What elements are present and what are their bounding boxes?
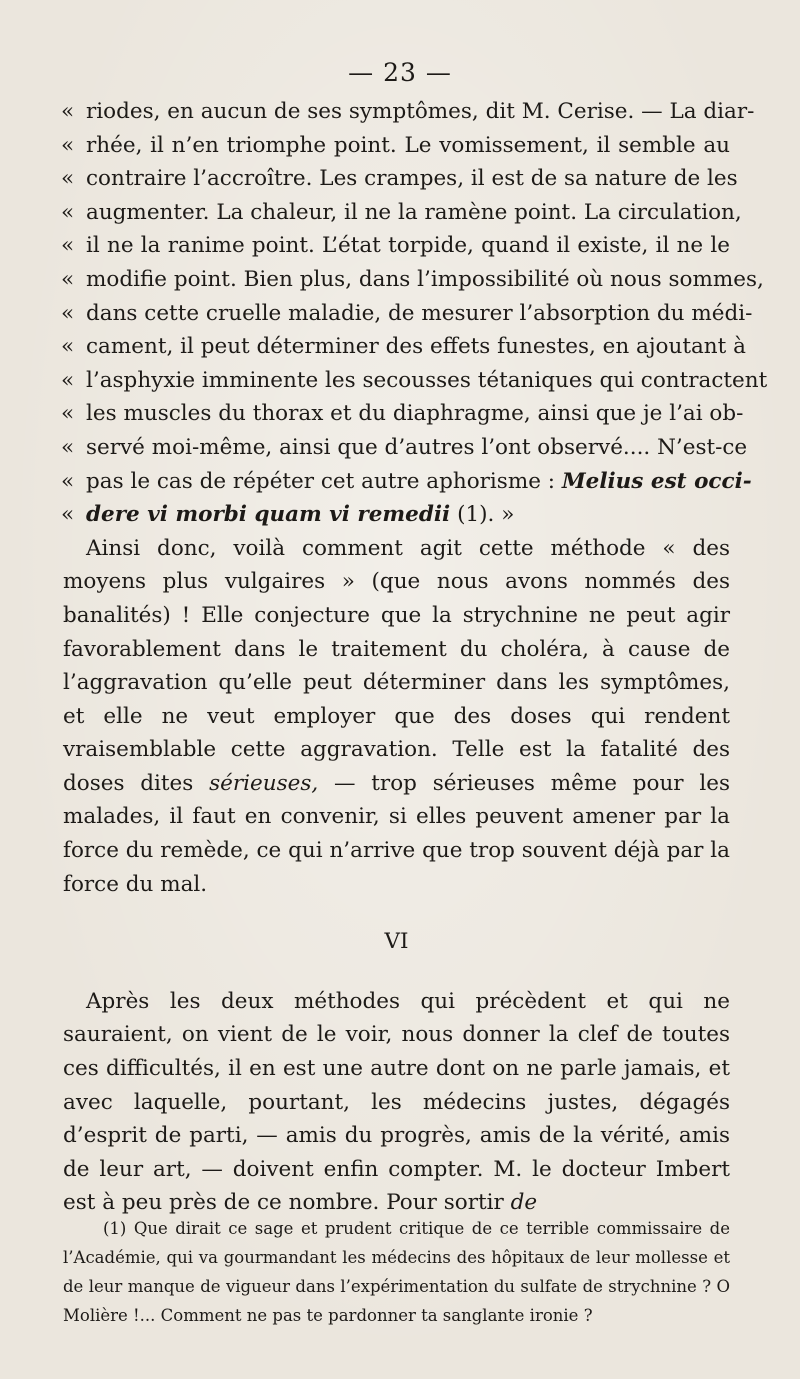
quote-line: « augmenter. La chaleur, il ne la ramène point. La circulation,: [63, 196, 730, 230]
footnote-text: (1) Que dirait ce sage et prudent critique de ce terrible commissaire de l’Académie, qui va gourmandant les médecins des hôpitaux de leur mollesse et de leur manque de vigueur dans l’expérimentation du sulfate de strychnine ? O Molière !... Comment ne pas te pardonner ta sanglante ironie ?: [63, 1219, 730, 1325]
paragraph-text: Ainsi donc, voilà comment agit cette méthode « des moyens plus vulgaires » (que nous avons nommés des banalités) ! Elle conjecture que la strychnine ne peut agir favorablement dans le traitement du choléra, à cause de l’aggravation qu’elle peut déterminer dans les symptômes, et elle ne veut employer que des doses qui rendent vraisemblable cette aggravation. Telle est la fatalité des doses dites: [63, 535, 730, 796]
quote-line: « riodes, en aucun de ses symptômes, dit M. Cerise. — La diar-: [63, 95, 730, 129]
paragraph-text: Après les deux méthodes qui précèdent et qui ne sauraient, on vient de le voir, nous donner la clef de toutes ces difficultés, il en est une autre dont on ne parle jamais, et avec laquelle, pourtant, les médecins justes, dégagés d’esprit de parti, — amis du progrès, amis de la vérité, amis de leur art, — doivent enfin compter. M. le docteur Imbert est à peu près de ce nombre. Pour sortir: [63, 988, 730, 1216]
latin-aphorism: dere vi morbi quam vi remedii: [86, 502, 451, 528]
page-number: — 23 —: [348, 58, 452, 87]
quote-line: « servé moi-même, ainsi que d’autres l’ont observé.... N’est-ce: [63, 431, 730, 465]
footnote: [63, 1214, 730, 1330]
italic-term: sérieuses,: [209, 770, 319, 796]
paragraph-text: — trop sérieuses même pour les malades, il faut en convenir, si elles peuvent amener par la force du remède, ce qui n’arrive que trop souvent déjà par la force du mal.: [63, 770, 731, 897]
page-body: [63, 95, 768, 1220]
quote-line: « les muscles du thorax et du diaphragme, ainsi que je l’ai ob-: [63, 397, 730, 431]
italic-term: de: [510, 1190, 538, 1216]
section-heading: VI: [384, 929, 409, 955]
quote-line: « dans cette cruelle maladie, de mesurer l’absorption du médi-: [63, 297, 730, 331]
latin-aphorism: Melius est occi-: [561, 468, 752, 494]
quote-text: pas le cas de répéter cet autre aphorisme :: [86, 468, 562, 494]
quote-line: « l’asphyxie imminente les secousses tétaniques qui contractent: [63, 364, 730, 398]
quote-line: [63, 498, 730, 532]
quote-line: « il ne la ranime point. L’état torpide, quand il existe, il ne le: [63, 229, 730, 263]
quote-line: [63, 465, 752, 499]
quote-line: « rhée, il n’en triomphe point. Le vomissement, il semble au: [63, 129, 730, 163]
quote-line: « modifie point. Bien plus, dans l’impossibilité où nous sommes,: [63, 263, 730, 297]
paragraph: [63, 985, 730, 1220]
paragraph: [63, 532, 730, 902]
footnote-reference: (1). »: [450, 502, 515, 528]
quotation-block: [63, 95, 768, 532]
quote-line: « contraire l’accroître. Les crampes, il est de sa nature de les: [63, 162, 730, 196]
quote-line: « cament, il peut déterminer des effets funestes, en ajoutant à: [63, 330, 730, 364]
